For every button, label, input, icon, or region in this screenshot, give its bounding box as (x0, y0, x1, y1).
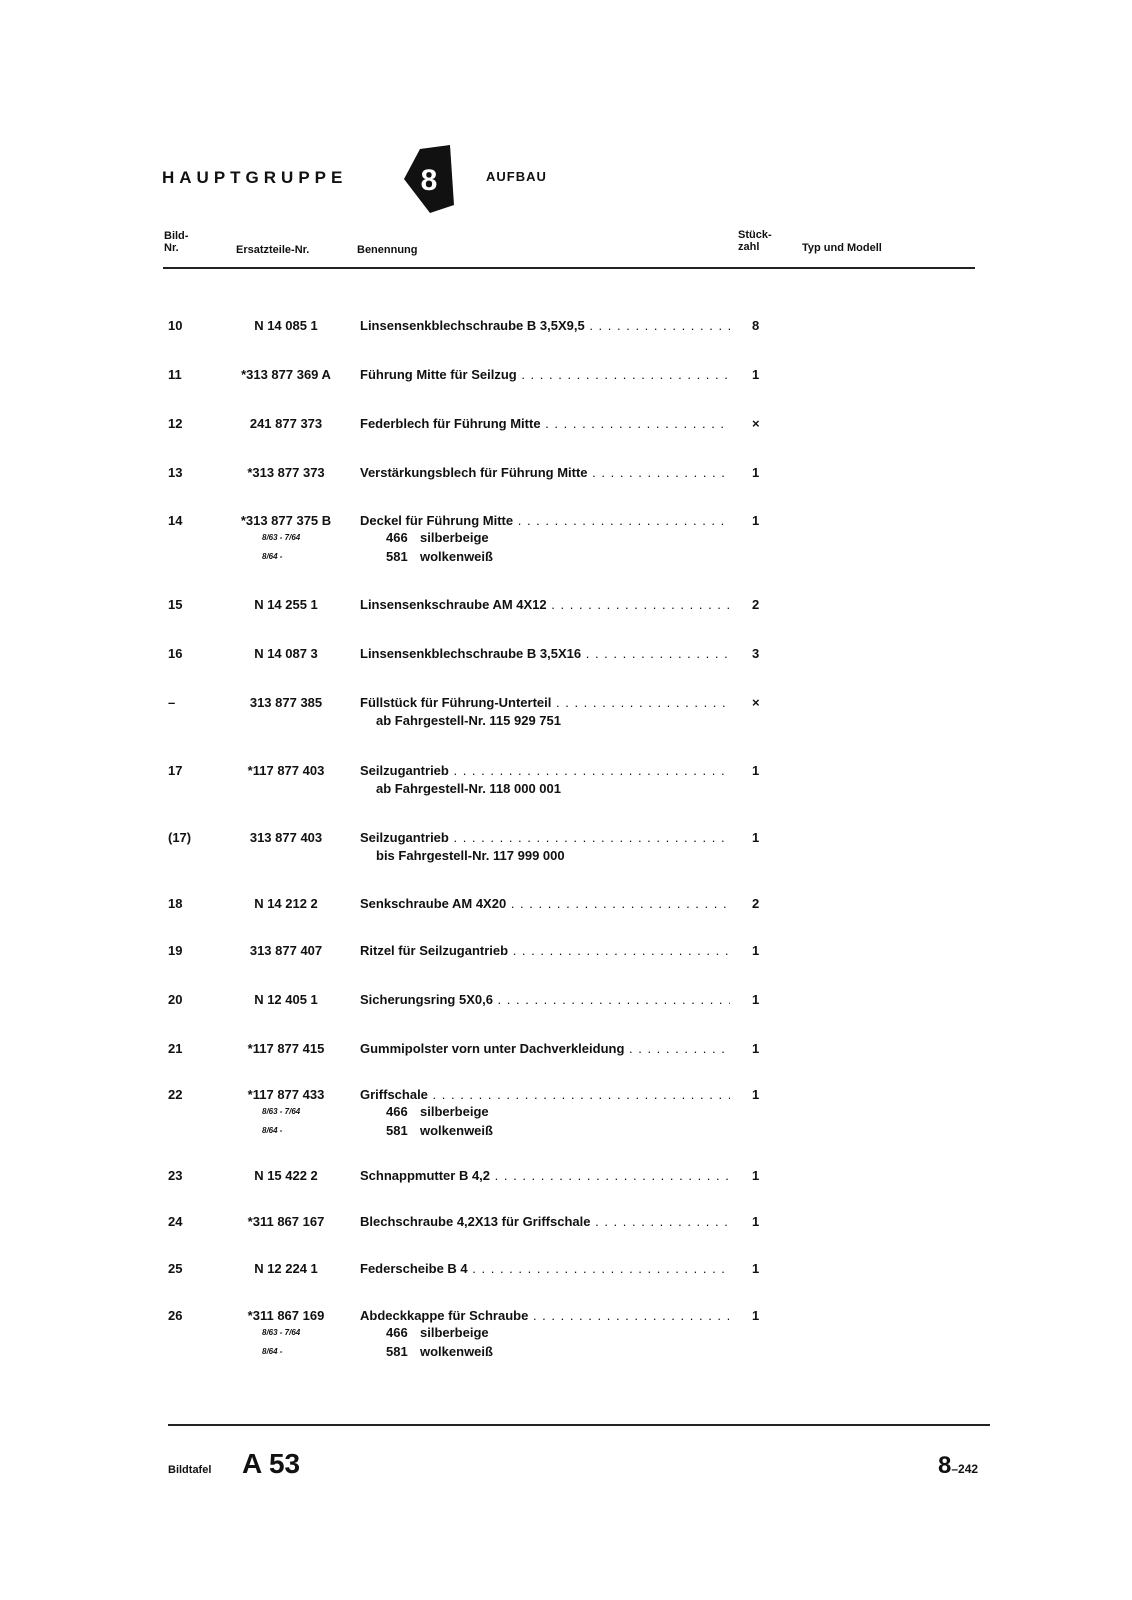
row-bild-nr: 16 (168, 646, 183, 661)
column-header-line: Bild- (164, 230, 189, 242)
group-number: 8 (420, 164, 438, 197)
row-part-number: N 15 422 2 (254, 1168, 318, 1183)
row-bild-nr: 14 (168, 513, 183, 528)
color-name: wolkenweiß (420, 1123, 493, 1138)
row-bild-nr: 15 (168, 597, 183, 612)
row-quantity: 1 (752, 943, 760, 958)
row-quantity: 1 (752, 992, 760, 1007)
row-color-variant (386, 1104, 489, 1119)
row-description: Gummipolster vorn unter Dachverkleidung . . . (360, 1041, 730, 1056)
row-color-variant (386, 1344, 493, 1359)
row-description: Linsensenkblechschraube B 3,5X16 . . . (360, 646, 730, 661)
column-header-stueckzahl (738, 229, 772, 253)
row-bild-nr: 22 (168, 1087, 183, 1102)
row-color-variant (386, 1123, 493, 1138)
row-note: bis Fahrgestell-Nr. 117 999 000 (376, 848, 565, 863)
row-bild-nr: – (168, 695, 176, 710)
row-bild-nr: 19 (168, 943, 183, 958)
row-quantity: 1 (752, 763, 760, 778)
bildtafel-number: A 53 (242, 1448, 301, 1479)
color-code: 466 (386, 1325, 408, 1340)
color-code: 581 (386, 1344, 408, 1359)
row-quantity: 2 (752, 896, 760, 911)
row-color-variant (386, 530, 489, 545)
row-bild-nr: 23 (168, 1168, 183, 1183)
row-part-number: *117 877 403 (247, 763, 325, 778)
row-description: Linsensenkblechschraube B 3,5X9,5 . . . (360, 318, 730, 333)
row-quantity: 8 (752, 318, 760, 333)
row-part-number: 241 877 373 (249, 416, 323, 431)
row-date-range: 8/64 - (262, 1347, 283, 1356)
group-number-badge (400, 145, 458, 215)
row-bild-nr: 21 (168, 1041, 183, 1056)
column-header-line: zahl (738, 241, 760, 253)
row-bild-nr: 25 (168, 1261, 183, 1276)
row-part-number: *313 877 369 A (241, 367, 331, 382)
row-quantity: 1 (752, 830, 760, 845)
row-quantity: 1 (752, 465, 760, 480)
row-part-number: N 14 255 1 (254, 597, 318, 612)
row-description: Blechschraube 4,2X13 für Griffschale . . . (360, 1214, 730, 1229)
row-part-number: *311 867 167 (247, 1214, 325, 1229)
row-part-number: N 12 224 1 (254, 1261, 318, 1276)
row-description: Ritzel für Seilzugantrieb . . . (360, 943, 730, 958)
row-part-number: *313 877 373 (247, 465, 325, 480)
row-quantity: × (752, 416, 760, 431)
row-description: Linsensenkschraube AM 4X12 . . . (360, 597, 730, 612)
row-part-number: N 14 085 1 (254, 318, 318, 333)
row-part-number: 313 877 385 (249, 695, 323, 710)
row-bild-nr: (17) (168, 830, 192, 845)
row-part-number: N 12 405 1 (254, 992, 318, 1007)
row-note: ab Fahrgestell-Nr. 115 929 751 (376, 713, 561, 728)
row-color-variant (386, 549, 493, 564)
color-name: silberbeige (420, 530, 489, 545)
column-header-line: Nr. (164, 242, 179, 254)
header-rule (163, 267, 975, 269)
color-code: 466 (386, 530, 408, 545)
row-date-range: 8/63 - 7/64 (262, 533, 301, 542)
row-color-variant (386, 1325, 489, 1340)
row-description: Schnappmutter B 4,2 . . . (360, 1168, 730, 1183)
page-number (938, 1452, 978, 1480)
column-header-line: Stück- (738, 229, 772, 241)
row-part-number: *313 877 375 B (240, 513, 332, 528)
row-quantity: 1 (752, 513, 760, 528)
color-code: 581 (386, 1123, 408, 1138)
page-number-sub: –242 (951, 1462, 979, 1476)
column-header-ersatzteile: Ersatzteile-Nr. (236, 244, 310, 256)
row-description: Abdeckkappe für Schraube . . . (360, 1308, 730, 1323)
row-description: Sicherungsring 5X0,6 . . . (360, 992, 730, 1007)
row-description: Deckel für Führung Mitte . . . (360, 513, 730, 528)
row-description: Verstärkungsblech für Führung Mitte . . . (360, 465, 730, 480)
row-part-number: 313 877 407 (249, 943, 323, 958)
row-part-number: *311 867 169 (247, 1308, 325, 1323)
row-bild-nr: 18 (168, 896, 183, 911)
row-date-range: 8/63 - 7/64 (262, 1107, 301, 1116)
row-description: Griffschale . . . (360, 1087, 730, 1102)
color-name: silberbeige (420, 1325, 489, 1340)
color-name: silberbeige (420, 1104, 489, 1119)
row-quantity: × (752, 695, 760, 710)
group-badge-shape (400, 145, 458, 215)
row-part-number: N 14 087 3 (254, 646, 318, 661)
row-part-number: *117 877 415 (247, 1041, 325, 1056)
row-quantity: 1 (752, 1261, 760, 1276)
row-bild-nr: 12 (168, 416, 183, 431)
row-description: Federscheibe B 4 . . . (360, 1261, 730, 1276)
row-description: Senkschraube AM 4X20 . . . (360, 896, 730, 911)
row-bild-nr: 11 (168, 367, 182, 382)
footer-rule (168, 1424, 990, 1426)
row-description: Führung Mitte für Seilzug . . . (360, 367, 730, 382)
row-quantity: 1 (752, 367, 760, 382)
row-bild-nr: 17 (168, 763, 183, 778)
row-date-range: 8/64 - (262, 552, 283, 561)
row-quantity: 3 (752, 646, 760, 661)
column-header-benennung: Benennung (357, 244, 418, 256)
bildtafel-label: Bildtafel (168, 1464, 212, 1476)
color-name: wolkenweiß (420, 549, 493, 564)
row-description: Seilzugantrieb . . . (360, 763, 730, 778)
row-part-number: N 14 212 2 (254, 896, 318, 911)
column-header-bild-nr (164, 230, 188, 254)
row-date-range: 8/63 - 7/64 (262, 1328, 301, 1337)
row-bild-nr: 13 (168, 465, 183, 480)
row-part-number: *117 877 433 (247, 1087, 325, 1102)
column-header-typ-modell: Typ und Modell (802, 242, 882, 254)
page-number-main: 8 (938, 1452, 952, 1479)
row-date-range: 8/64 - (262, 1126, 283, 1135)
group-name: AUFBAU (486, 169, 547, 184)
color-code: 581 (386, 549, 408, 564)
row-quantity: 1 (752, 1308, 760, 1323)
row-note: ab Fahrgestell-Nr. 118 000 001 (376, 781, 561, 796)
row-description: Füllstück für Führung-Unterteil . . . (360, 695, 730, 710)
row-quantity: 2 (752, 597, 760, 612)
color-code: 466 (386, 1104, 408, 1119)
row-quantity: 1 (752, 1214, 760, 1229)
row-bild-nr: 26 (168, 1308, 183, 1323)
group-label: HAUPTGRUPPE (162, 168, 348, 187)
color-name: wolkenweiß (420, 1344, 493, 1359)
row-description: Federblech für Führung Mitte . . . (360, 416, 730, 431)
row-bild-nr: 20 (168, 992, 183, 1007)
row-quantity: 1 (752, 1087, 760, 1102)
row-bild-nr: 24 (168, 1214, 183, 1229)
row-part-number: 313 877 403 (249, 830, 323, 845)
row-description: Seilzugantrieb . . . (360, 830, 730, 845)
row-bild-nr: 10 (168, 318, 183, 333)
row-quantity: 1 (752, 1168, 760, 1183)
row-quantity: 1 (752, 1041, 760, 1056)
